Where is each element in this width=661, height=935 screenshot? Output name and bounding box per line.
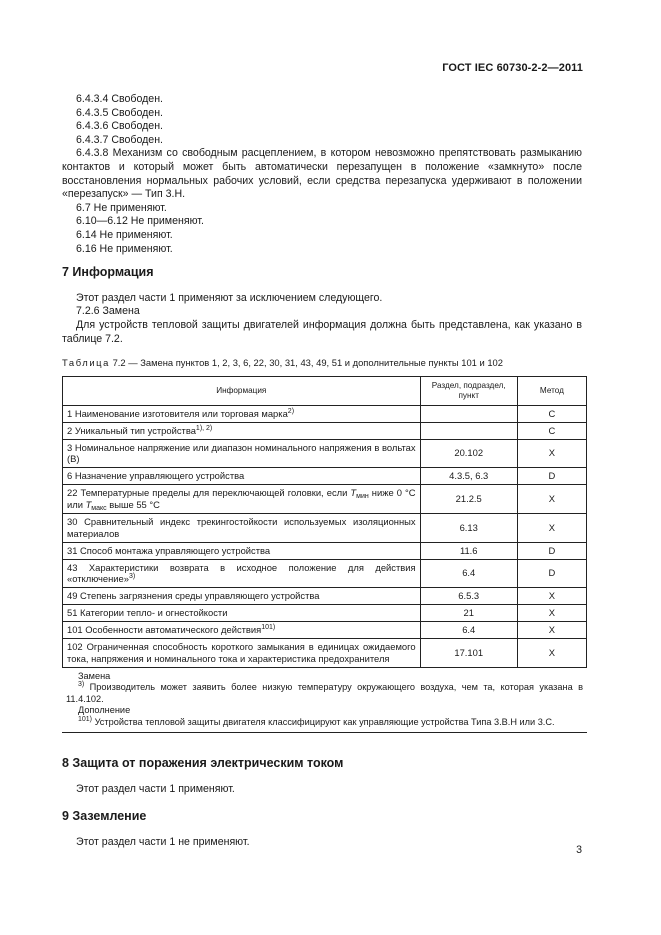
row-info: 43 Характеристики возврата в исходное положение для действия «отключение»$^{3)}$ — [63, 559, 421, 587]
clause-6-10-6-12: 6.10—6.12 Не применяют. — [76, 215, 204, 228]
section-8-heading: 8 Защита от поражения электрическим током — [62, 756, 344, 771]
row-method: D — [517, 559, 586, 587]
row-method: X — [517, 513, 586, 542]
table-row — [63, 604, 587, 621]
section-7-heading: 7 Информация — [62, 265, 154, 280]
table-header-row — [63, 376, 587, 405]
table-caption-label: Таблица — [62, 357, 110, 369]
note-replacement-label: Замена — [78, 670, 111, 681]
section-9-heading: 9 Заземление — [62, 809, 147, 824]
table-row — [63, 405, 587, 422]
row-section: 21.2.5 — [420, 484, 517, 513]
row-method: C — [517, 422, 586, 439]
row-section: 6.13 — [420, 513, 517, 542]
row-info: 3 Номинальное напряжение или диапазон номинального напряжения в вольтах (В) — [63, 439, 421, 467]
row-method: D — [517, 467, 586, 484]
row-info: 22 Температурные пределы для переключающей головки, если $T_{мин}$ ниже 0 °С или $T_{макс}$ выше 55 °С — [63, 484, 421, 513]
table-row — [63, 484, 587, 513]
clause-7-2-6: 7.2.6 Замена — [76, 305, 140, 318]
row-method: X — [517, 439, 586, 467]
row-info: 2 Уникальный тип устройства$^{1), 2)}$ — [63, 422, 421, 439]
row-info: 31 Способ монтажа управляющего устройства — [63, 542, 421, 559]
clause-6-4-3-8: 6.4.3.8 Механизм со свободным расцеплением, в котором невозможно препятствовать размыканию контактов и который может быть автоматически перезапущен в положение «замкнуто» после восстановления нормальных рабочих условий, если средства перезапуска удерживают в положении «перезапуск» — Тип 3.Н. — [62, 147, 582, 201]
clause-6-4-3-4: 6.4.3.4 Свободен. — [76, 93, 163, 105]
row-section: 6.4 — [420, 621, 517, 638]
row-info: 51 Категории тепло- и огнестойкости — [63, 604, 421, 621]
row-section: 6.5.3 — [420, 587, 517, 604]
note-addition-label: Дополнение — [78, 705, 131, 716]
table-row — [63, 559, 587, 587]
row-method: X — [517, 621, 586, 638]
page-content — [62, 93, 582, 850]
row-section: 20.102 — [420, 439, 517, 467]
table-7-2 — [62, 376, 587, 668]
row-section: 11.6 — [420, 542, 517, 559]
row-method: X — [517, 638, 586, 667]
document-code: ГОСТ IEC 60730-2-2—2011 — [442, 62, 583, 74]
clause-6-4-3-7: 6.4.3.7 Свободен. — [76, 133, 163, 146]
row-method: X — [517, 484, 586, 513]
row-info: 101 Особенности автоматического действия$^{101)}$ — [63, 621, 421, 638]
row-info: 102 Ограниченная способность короткого замыкания в единицах ожидаемого тока, напряжения и номинального тока и характеристика предохранителя — [63, 638, 421, 667]
section-7-intro: Этот раздел части 1 применяют за исключением следующего. — [76, 291, 383, 304]
row-section — [420, 422, 517, 439]
header-section: Раздел, подраздел, пункт — [420, 376, 517, 405]
row-info: 1 Наименование изготовителя или торговая марка$^{2)}$ — [63, 405, 421, 422]
row-info: 49 Степень загрязнения среды управляющего устройства — [63, 587, 421, 604]
clause-6-7: 6.7 Не применяют. — [76, 201, 167, 214]
table-notes — [62, 668, 587, 734]
header-info: Информация — [63, 376, 421, 405]
table-row — [63, 422, 587, 439]
row-info: 6 Назначение управляющего устройства — [63, 467, 421, 484]
clause-7-2-6-text: Для устройств тепловой защиты двигателей информация должна быть представлена, как указано в таблице 7.2. — [62, 318, 582, 345]
table-caption — [62, 356, 582, 370]
row-section: 17.101 — [420, 638, 517, 667]
clause-6-14: 6.14 Не применяют. — [76, 228, 173, 241]
header-method: Метод — [517, 376, 586, 405]
row-info: 30 Сравнительный индекс трекингостойкости используемых изоляционных материалов — [63, 513, 421, 542]
table-row — [63, 439, 587, 467]
row-method: X — [517, 604, 586, 621]
note-3: $^{3)}$ Производитель может заявить более низкую температуру окружающего воздуха, чем та, которая указана в 11.4.102. — [66, 681, 583, 704]
row-method: C — [517, 405, 586, 422]
clause-6-4-3-5: 6.4.3.5 Свободен. — [76, 106, 163, 119]
section-9-text: Этот раздел части 1 не применяют. — [76, 835, 250, 848]
row-section — [420, 405, 517, 422]
clause-6-16: 6.16 Не применяют. — [76, 242, 173, 255]
clause-6-4-3-6: 6.4.3.6 Свободен. — [76, 120, 163, 133]
row-section: 6.4 — [420, 559, 517, 587]
table-caption-text: 7.2 — Замена пунктов 1, 2, 3, 6, 22, 30, 31, 43, 49, 51 и дополнительные пункты 101 и 102 — [112, 357, 503, 369]
section-8-text: Этот раздел части 1 применяют. — [76, 782, 235, 795]
table-row — [63, 467, 587, 484]
table-row — [63, 542, 587, 559]
row-section: 4.3.5, 6.3 — [420, 467, 517, 484]
table-row — [63, 513, 587, 542]
table-row — [63, 638, 587, 667]
page-number: 3 — [576, 844, 582, 856]
table-row — [63, 587, 587, 604]
table-row — [63, 621, 587, 638]
row-section: 21 — [420, 604, 517, 621]
row-method: X — [517, 587, 586, 604]
row-method: D — [517, 542, 586, 559]
note-101: $^{101)}$ Устройства тепловой защиты двигателя классифицируют как управляющие устройства Типа 3.В.Н или 3.С. — [78, 715, 555, 727]
